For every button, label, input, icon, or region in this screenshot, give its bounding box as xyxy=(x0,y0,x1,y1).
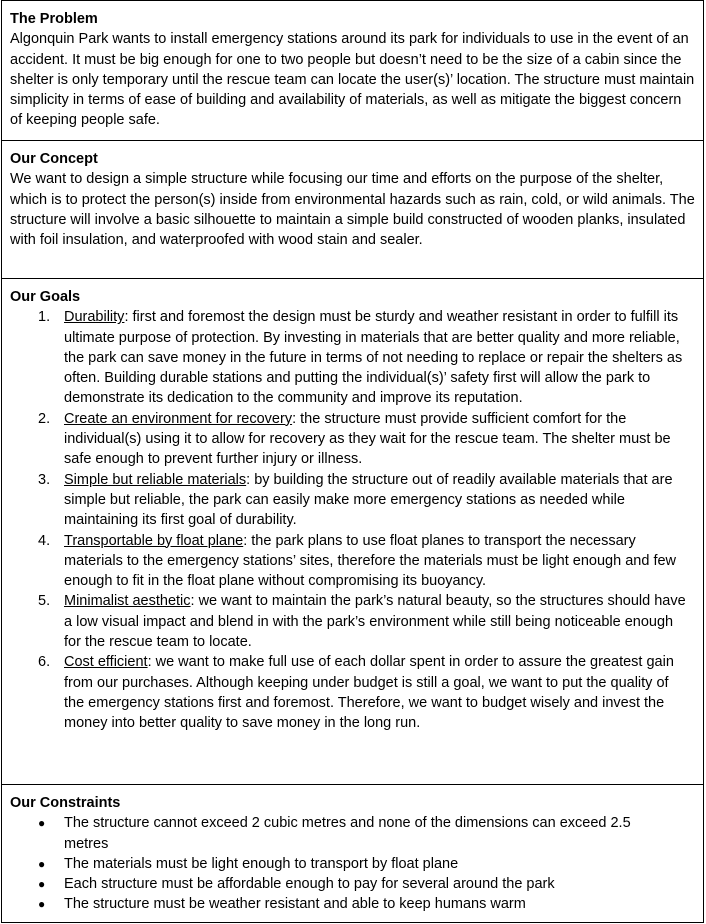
constraint-text: The materials must be light enough to transport by float plane xyxy=(64,855,459,872)
bullet-icon: ● xyxy=(38,897,46,912)
goal-term: Minimalist aesthetic xyxy=(64,593,191,610)
goal-text: : the park plans to use float planes to transport the necessary materials to the emergency stations’ sites, therefore the materials must be light enough and few enough to fit in the float plane without compromising its buoyancy. xyxy=(64,532,677,590)
constraint-text: Each structure must be affordable enough to pay for several around the park xyxy=(64,876,555,893)
constraint-item xyxy=(10,813,695,854)
concept-section xyxy=(2,141,703,279)
document-table xyxy=(1,0,704,923)
problem-section xyxy=(2,1,703,141)
bullet-icon: ● xyxy=(38,856,46,871)
constraint-item xyxy=(10,894,695,914)
constraint-text: The structure must be weather resistant and able to keep humans warm xyxy=(64,896,526,913)
goal-term: Simple but reliable materials xyxy=(64,471,247,488)
constraints-list xyxy=(10,813,695,914)
goal-item xyxy=(10,531,695,592)
goal-text: : first and foremost the design must be sturdy and weather resistant in order to fulfill its ultimate purpose of protection. By investing in materials that are better quality and more reliable, the park can save money in the future in terms of not needing to replace or repair the shelters as often. Building durable stations and putting the individual(s)’ safety first will allow the park to demonstrate its dedication to the community and improve its reputation. xyxy=(64,309,683,407)
goal-number: 1. xyxy=(38,309,51,326)
constraints-title: Our Constraints xyxy=(10,795,121,811)
goal-number: 4. xyxy=(38,532,51,549)
problem-title: The Problem xyxy=(10,11,98,27)
goal-number: 6. xyxy=(38,654,51,671)
concept-title: Our Concept xyxy=(10,151,98,167)
goal-number: 3. xyxy=(38,471,51,488)
goals-section xyxy=(2,279,703,785)
goal-text: : we want to make full use of each dollar spent in order to assure the greatest gain from our purchases. Although keeping under budget is still a goal, we want to put the quality of the emergency stations first and foremost. Therefore, we want to budget wisely and invest the money into better quality to save money in the long run. xyxy=(64,654,674,732)
goal-item xyxy=(10,470,695,531)
constraint-item xyxy=(10,874,695,894)
goals-list xyxy=(10,307,695,733)
goal-item xyxy=(10,652,695,733)
goal-text: : by building the structure out of readily available materials that are simple but reliable, the park can easily make more emergency stations as needed while maintaining its first goal of durability. xyxy=(64,471,673,529)
goal-term: Create an environment for recovery xyxy=(64,410,293,427)
goal-item xyxy=(10,307,695,408)
bullet-icon: ● xyxy=(38,877,46,892)
goals-title: Our Goals xyxy=(10,289,81,305)
goal-item xyxy=(10,409,695,470)
goal-text: : we want to maintain the park’s natural beauty, so the structures should have a low visual impact and blend in with the park’s environment while still being noticeable enough for the rescue team to locate. xyxy=(64,593,686,651)
goal-item xyxy=(10,591,695,652)
bullet-icon: ● xyxy=(38,816,46,831)
constraint-text: The structure cannot exceed 2 cubic metres and none of the dimensions can exceed 2.5 metres xyxy=(64,815,631,852)
constraints-section xyxy=(2,785,703,922)
goal-term: Durability xyxy=(64,309,125,326)
goal-number: 5. xyxy=(38,593,51,610)
goal-number: 2. xyxy=(38,410,51,427)
goal-term: Transportable by float plane xyxy=(64,532,244,549)
goal-term: Cost efficient xyxy=(64,654,148,671)
constraint-item xyxy=(10,854,695,874)
concept-text: We want to design a simple structure while focusing our time and efforts on the purpose of the shelter, which is to protect the person(s) inside from environmental hazards such as rain, cold, or wild animals. The structure will involve a basic silhouette to maintain a simple build constructed of wooden planks, insulated with foil insulation, and waterproofed with wood stain and sealer. xyxy=(10,171,695,249)
goal-text: : the structure must provide sufficient comfort for the individual(s) using it to allow for recovery as they wait for the rescue team. The shelter must be safe enough to prevent further injury or illness. xyxy=(64,410,671,468)
problem-text: Algonquin Park wants to install emergency stations around its park for individuals to use in the event of an accident. It must be big enough for one to two people but doesn’t need to be the size of a cabin since the shelter is only temporary until the rescue team can locate the user(s)’ location. The structure must maintain simplicity in terms of ease of building and availability of materials, as well as mitigate the biggest concern of keeping people safe. xyxy=(10,31,695,129)
